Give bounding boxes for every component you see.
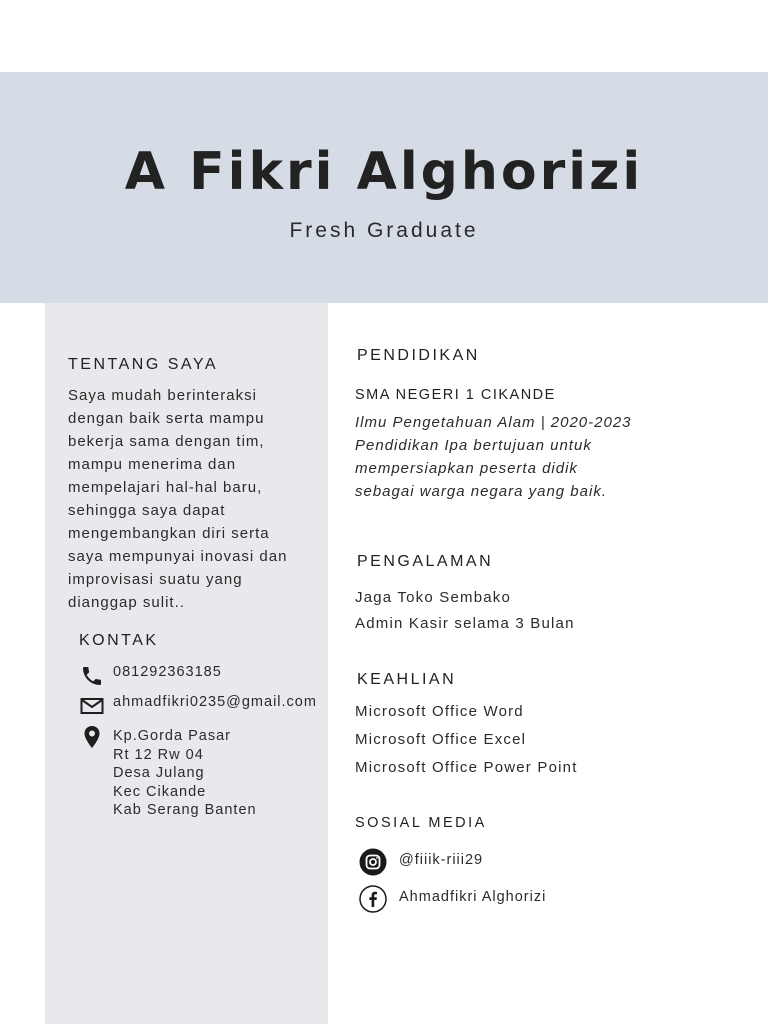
about-line: mampu menerima dan xyxy=(68,456,237,473)
facebook-name[interactable]: Ahmadfikri Alghorizi xyxy=(399,889,547,905)
map-pin-icon xyxy=(80,725,104,749)
address-line: Rt 12 Rw 04 xyxy=(113,746,204,763)
about-text xyxy=(68,384,323,614)
education-line: sebagai warga negara yang baik. xyxy=(355,483,607,500)
phone-number: 081292363185 xyxy=(113,664,222,680)
address-line: Desa Julang xyxy=(113,765,205,781)
about-heading: TENTANG SAYA xyxy=(68,356,219,373)
about-line: improvisasi suatu yang xyxy=(68,571,243,588)
about-line: bekerja sama dengan tim, xyxy=(68,433,265,450)
experience-item: Admin Kasir selama 3 Bulan xyxy=(355,615,575,632)
about-line: mempelajari hal-hal baru, xyxy=(68,479,263,496)
address-line: Kp.Gorda Pasar xyxy=(113,728,231,744)
resume-name: A Fikri Alghorizi xyxy=(124,142,644,202)
education-line: Ilmu Pengetahuan Alam | 2020-2023 xyxy=(355,414,632,431)
instagram-icon[interactable] xyxy=(359,848,387,876)
school-name: SMA NEGERI 1 CIKANDE xyxy=(355,387,556,403)
education-heading: PENDIDIKAN xyxy=(357,347,480,364)
social-heading: SOSIAL MEDIA xyxy=(355,815,487,831)
facebook-icon[interactable] xyxy=(359,885,387,913)
contact-heading: KONTAK xyxy=(79,632,159,649)
email-address: ahmadfikri0235@gmail.com xyxy=(113,694,317,710)
about-line: saya mempunyai inovasi dan xyxy=(68,548,288,565)
about-line: sehingga saya dapat xyxy=(68,502,226,519)
skill-item: Microsoft Office Word xyxy=(355,703,524,720)
address-line: Kec Cikande xyxy=(113,783,207,800)
resume-role: Fresh Graduate xyxy=(289,219,479,242)
education-line: mempersiapkan peserta didik xyxy=(355,460,578,477)
education-line: Pendidikan Ipa bertujuan untuk xyxy=(355,437,592,454)
experience-heading: PENGALAMAN xyxy=(357,553,494,570)
address-line: Kab Serang Banten xyxy=(113,802,257,818)
envelope-icon xyxy=(80,694,104,718)
about-line: mengembangkan diri serta xyxy=(68,525,270,542)
about-line: dianggap sulit.. xyxy=(68,594,185,611)
phone-icon xyxy=(80,664,104,688)
about-line: Saya mudah berinteraksi xyxy=(68,387,257,404)
education-details xyxy=(355,411,715,503)
address-block xyxy=(113,727,257,820)
skills-heading: KEAHLIAN xyxy=(357,671,457,688)
experience-item: Jaga Toko Sembako xyxy=(355,589,512,606)
skill-item: Microsoft Office Power Point xyxy=(355,759,578,776)
instagram-handle[interactable]: @fiiik-riii29 xyxy=(399,852,484,868)
about-line: dengan baik serta mampu xyxy=(68,410,265,427)
skill-item: Microsoft Office Excel xyxy=(355,731,527,748)
